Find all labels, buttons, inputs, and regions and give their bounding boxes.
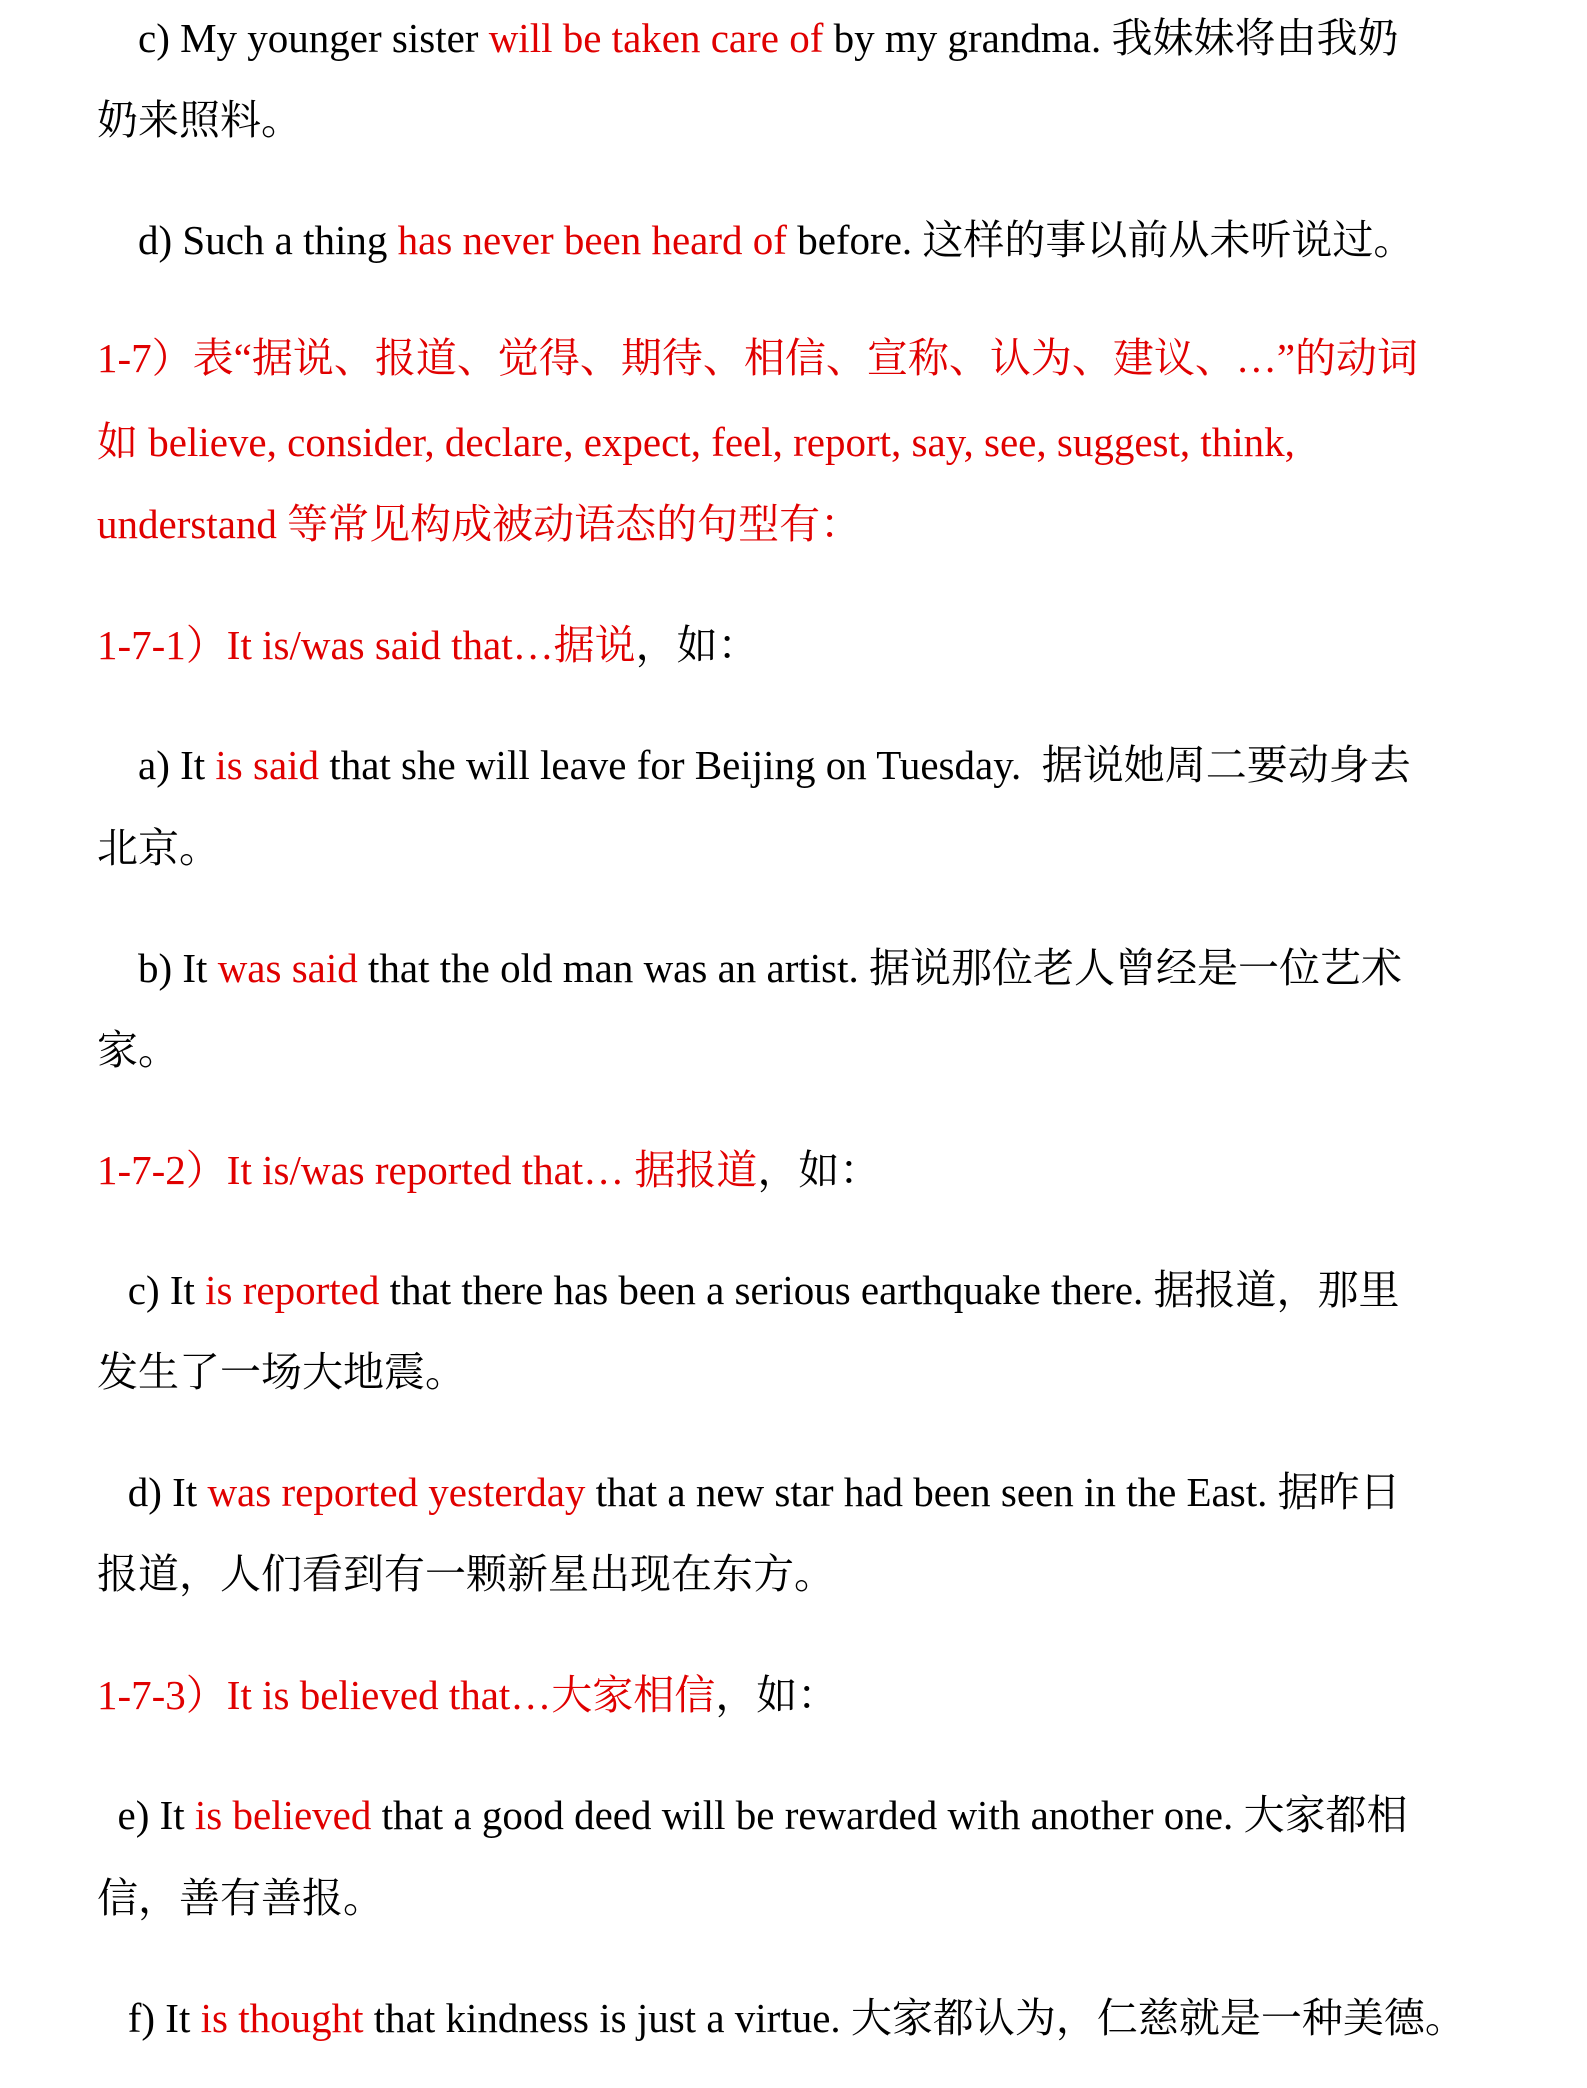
body-text: ，如： [715,1672,839,1718]
body-text: that she will leave for Beijing on Tuesday. 据说她周二要动身去 [319,742,1411,788]
text-line-f1 [97,1993,1466,2043]
text-line-d1 [97,215,1414,265]
highlighted-phrase: understand 等常见构成被动语态的句型有： [97,501,862,547]
highlighted-phrase: is thought [200,1995,364,2041]
body-text: before. 这样的事以前从未听说过。 [786,217,1415,263]
highlighted-phrase: 1-7-1）It is/was said that…据说 [97,622,636,668]
highlighted-phrase: has never been heard of [397,217,787,263]
body-text: b) It [97,945,218,991]
highlighted-phrase: is said [215,742,320,788]
highlighted-phrase: is believed [194,1792,372,1838]
text-line-e1b [97,1873,384,1923]
text-line-b1b [97,1025,179,1075]
body-text: that a good deed will be rewarded with another one. 大家都相 [371,1792,1408,1838]
body-text: c) It [97,1267,206,1313]
body-text: d) Such a thing [97,217,398,263]
text-line-h171 [97,620,759,670]
body-text: 家。 [97,1027,179,1073]
body-text: by my grandma. 我妹妹将由我奶 [823,15,1399,61]
text-line-h17a [97,333,1418,383]
highlighted-phrase: 1-7）表“据说、报道、觉得、期待、相信、宣称、认为、建议、…”的动词 [97,335,1419,381]
highlighted-phrase: 1-7-2）It is/was reported that… 据报道 [97,1147,758,1193]
body-text: f) It [97,1995,201,2041]
text-line-e1a [97,1790,1407,1840]
text-line-a1a [97,740,1411,790]
body-text: that there has been a serious earthquake there. 据报道，那里 [379,1267,1400,1313]
body-text: 信，善有善报。 [97,1875,384,1921]
body-text: e) It [97,1792,195,1838]
text-line-h172 [97,1145,880,1195]
body-text: a) It [97,742,216,788]
text-line-b1a [97,943,1402,993]
body-text: c) My younger sister [97,15,489,61]
body-text: that a new star had been seen in the East. 据昨日 [585,1469,1401,1515]
text-line-h173 [97,1670,838,1720]
highlighted-phrase: was said [217,945,358,991]
body-text: that the old man was an artist. 据说那位老人曾经是一位艺术 [357,945,1403,991]
text-line-c2a [97,1265,1399,1315]
highlighted-phrase: was reported yesterday [207,1469,586,1515]
body-text: ，如： [635,622,759,668]
body-text: 报道，人们看到有一颗新星出现在东方。 [97,1551,835,1597]
body-text: 发生了一场大地震。 [97,1349,466,1395]
text-line-d2a [97,1467,1401,1517]
highlighted-phrase: 如 believe, consider, declare, expect, feel, report, say, see, suggest, think, [97,419,1295,465]
highlighted-phrase: 1-7-3）It is believed that…大家相信 [97,1672,716,1718]
highlighted-phrase: is reported [205,1267,380,1313]
text-line-c2b [97,1347,466,1397]
text-line-c1a [97,13,1398,63]
text-line-h17b [97,417,1295,467]
body-text: 奶来照料。 [97,97,302,143]
body-text: that kindness is just a virtue. 大家都认为，仁慈就是一种美德。 [363,1995,1466,2041]
text-line-a1b [97,823,220,873]
body-text: 北京。 [97,825,220,871]
body-text: d) It [97,1469,208,1515]
text-line-c1b [97,95,302,145]
text-line-d2b [97,1549,835,1599]
text-line-h17c [97,499,861,549]
body-text: ，如： [757,1147,881,1193]
highlighted-phrase: will be taken care of [488,15,824,61]
